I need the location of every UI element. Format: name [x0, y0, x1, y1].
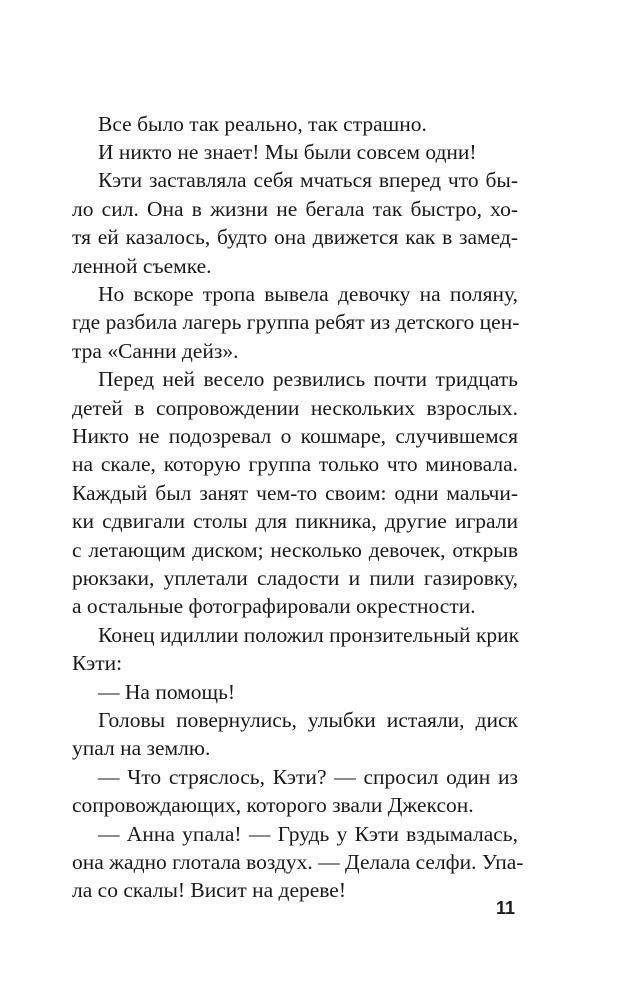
text-line: И никто не знает! Мы были совсем одни! [98, 140, 477, 164]
text-line: — На помощь! [98, 680, 236, 704]
text-line: ла со скалы! Висит на дереве! [72, 878, 347, 902]
text-line: Но вскоре тропа вывела девочку на поляну, [98, 282, 518, 306]
text-line: рюкзаки, уплетали сладости и пили газировку, [72, 566, 518, 590]
text-line: упал на землю. [72, 736, 211, 760]
text-line: тра «Санни дейз». [72, 339, 239, 363]
text-line: Кэти: [72, 651, 123, 675]
text-line: — Что стряслось, Кэти? — спросил один из [98, 765, 518, 789]
text-line: Каждый был занят чем-то своим: одни мальчи- [72, 481, 518, 505]
text-line: Конец идиллии положил пронзительный крик [98, 623, 520, 647]
text-line: ло сил. Она в жизни не бегала так быстро, хо- [72, 197, 518, 221]
text-line: Все было так реально, так страшно. [98, 112, 427, 136]
text-line: — Анна упала! — Грудь у Кэти вздымалась, [98, 822, 518, 846]
text-line: сопровождающих, которого звали Джексон. [72, 793, 474, 817]
page-number: 11 [495, 898, 515, 918]
text-line: на скале, которую группа только что миновала. [72, 452, 518, 476]
text-line: Перед ней весело резвились почти тридцать [98, 367, 518, 391]
text-line: детей в сопровождении нескольких взрослых. [72, 396, 518, 420]
text-line: с летающим диском; несколько девочек, открыв [72, 538, 518, 562]
text-line: а остальные фотографировали окрестности. [72, 594, 476, 618]
text-line: тя ей казалось, будто она движется как в замед- [72, 225, 518, 249]
text-line: она жадно глотала воздух. — Делала селфи. Упа- [72, 850, 524, 874]
text-line: Головы повернулись, улыбки истаяли, диск [98, 708, 518, 732]
text-line: Никто не подозревал о кошмаре, случившемся [72, 424, 518, 448]
text-line: ки сдвигали столы для пикника, другие играли [72, 509, 518, 533]
text-line: где разбила лагерь группа ребят из детского цен- [72, 310, 520, 334]
text-line: Кэти заставляла себя мчаться вперед что бы- [98, 168, 518, 192]
text-line: ленной съемке. [72, 254, 212, 278]
